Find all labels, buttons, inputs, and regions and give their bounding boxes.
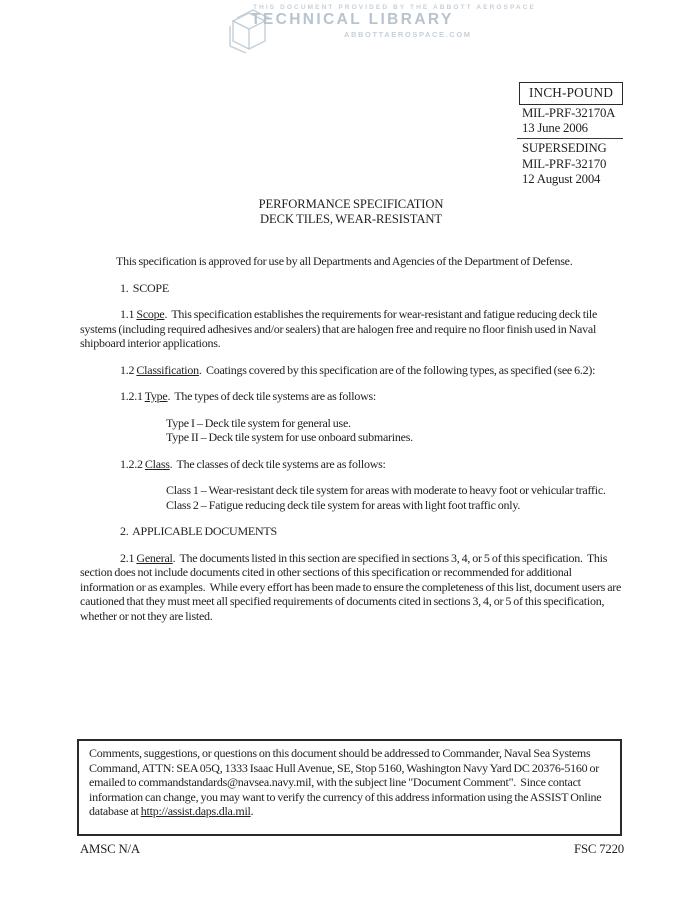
paragraph-1-1 (80, 307, 622, 351)
amsc-number: AMSC N/A (80, 842, 140, 856)
para-keyword: Class (144, 456, 170, 471)
para-number: 1.1 (120, 307, 137, 321)
section-1-heading: 1. SCOPE (120, 280, 169, 295)
logo-brand-text: TECHNICAL LIBRARY (251, 11, 454, 28)
paragraph-2-1 (80, 551, 622, 624)
comments-text: Comments, suggestions, or questions on this document should be addressed to Commander, Naval Sea Systems Command, ATTN: SEA 05Q, 1333 Isaac Hull Avenue, SE, Stop 5160, Washington Navy Yard DC 20376-5160 or emailed to commandstandards@navsea.navy.mil, with the subject line "Document Comment". Since contact information can change, you may want to verify the currency of this address information using the ASSIST Online database at (89, 746, 604, 819)
approval-statement: This specification is approved for use by all Departments and Agencies of the Department of Defense. (116, 254, 573, 268)
para-text: . This specification establishes the requirements for wear-resistant and fatigue reducing deck tile systems (including required adhesives and/or sealers) that are halogen free and require no floor finish used in Naval shipboard interior applications. (80, 307, 600, 350)
paragraph-1-2-1 (80, 389, 622, 404)
document-title (80, 197, 622, 227)
para-text: . The types of deck tile systems are as follows: (167, 389, 376, 403)
para-keyword: Classification (136, 362, 199, 377)
superseded-date: 12 August 2004 (522, 171, 601, 186)
para-text: . The documents listed in this section are specified in sections 3, 4, or 5 of this specification. This section does not include documents cited in other sections of this specification or recommended for additional information or as examples. While every effort has been made to ensure the completeness of this list, document users are cautioned that they must meet all specified requirements of documents cited in sections 3, 4, or 5 of this specification, whether or not they are listed. (80, 550, 624, 623)
paragraph-1-2 (80, 363, 622, 378)
list-item-class-1: Class 1 – Wear-resistant deck tile system for areas with moderate to heavy foot or vehicular traffic. (166, 483, 606, 497)
para-keyword: General (136, 550, 173, 565)
superseded-number: MIL-PRF-32170 (522, 156, 607, 171)
assist-database-link[interactable]: http://assist.daps.dla.mil (140, 804, 251, 819)
para-number: 2.1 (120, 550, 137, 565)
para-keyword: Scope (136, 307, 165, 321)
logo-provided-line: THIS DOCUMENT PROVIDED BY THE ABBOTT AEROSPACE (253, 4, 536, 11)
logo-domain-text: ABBOTTAEROSPACE.COM (344, 30, 472, 39)
para-number: 1.2.1 (120, 389, 145, 403)
doc-number: MIL-PRF-32170A (522, 106, 616, 120)
para-number: 1.2.2 (120, 456, 145, 471)
para-keyword: Type (144, 389, 168, 403)
page-footer (80, 842, 624, 857)
title-line-1: PERFORMANCE SPECIFICATION (258, 197, 444, 211)
doc-date: 13 June 2006 (522, 121, 588, 136)
section-2-heading: 2. APPLICABLE DOCUMENTS (120, 524, 277, 538)
para-number: 1.2 (120, 362, 137, 377)
comments-contact-box (77, 739, 622, 836)
fsc-number: FSC 7220 (574, 842, 624, 856)
comments-text-end: . (250, 804, 254, 819)
type-list (166, 416, 622, 445)
list-item-class-2: Class 2 – Fatigue reducing deck tile system for areas with light foot traffic only. (166, 497, 521, 512)
list-item-type-1: Type I – Deck tile system for general use. (166, 415, 351, 430)
list-item-type-2: Type II – Deck tile system for use onboard submarines. (166, 430, 413, 444)
superseding-label: SUPERSEDING (522, 141, 607, 156)
title-line-2: DECK TILES, WEAR-RESISTANT (260, 212, 442, 226)
inch-pound-box: INCH-POUND (519, 82, 623, 105)
paragraph-1-2-2 (80, 457, 622, 472)
para-text: . Coatings covered by this specification are of the following types, as specified (see 6.2): (198, 362, 596, 377)
para-text: . The classes of deck tile systems are as follows: (169, 456, 386, 471)
class-list (166, 483, 622, 512)
